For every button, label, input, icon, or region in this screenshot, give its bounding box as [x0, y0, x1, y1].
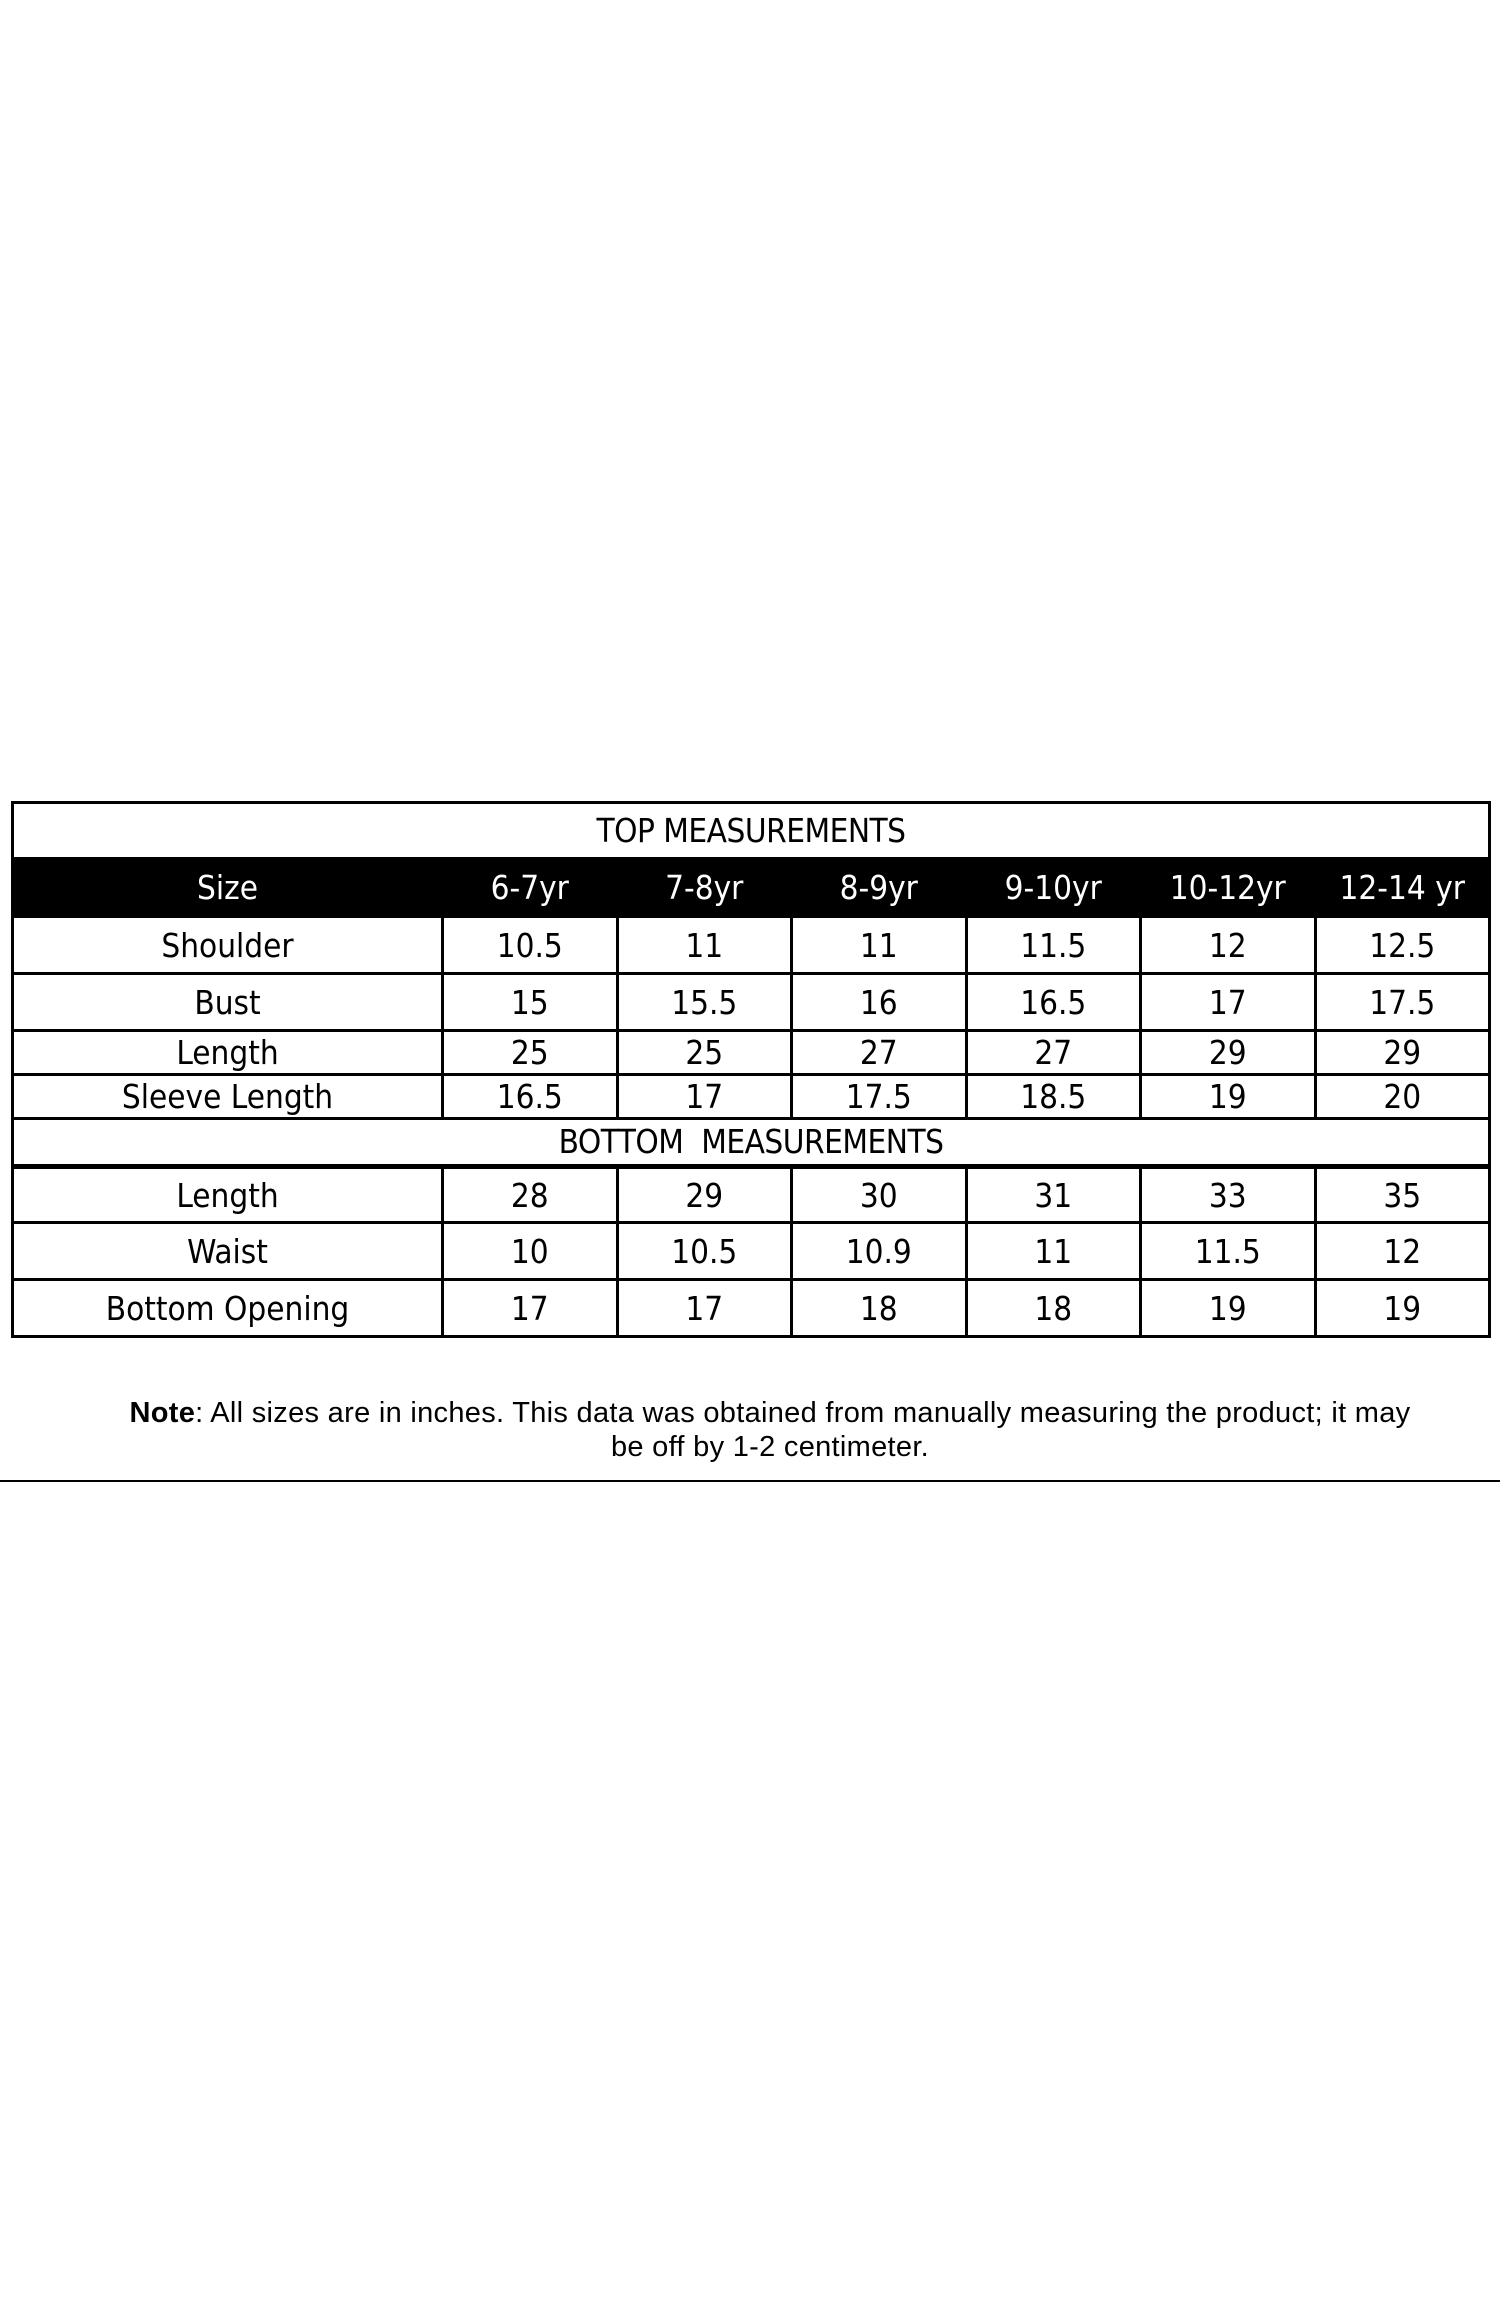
size-header-row	[13, 859, 1490, 917]
table-row-bottom-length	[13, 1167, 1490, 1223]
row-label: Length	[13, 1031, 443, 1075]
header-7-8yr: 7-8yr	[617, 859, 792, 917]
size-chart-table	[11, 801, 1491, 1338]
cell-value: 33	[1141, 1167, 1316, 1223]
row-label: Shoulder	[13, 917, 443, 974]
cell-value: 20	[1315, 1075, 1490, 1119]
cell-value: 19	[1315, 1280, 1490, 1337]
cell-value: 25	[617, 1031, 792, 1075]
cell-value: 11.5	[966, 917, 1141, 974]
table-row-sleeve-length	[13, 1075, 1490, 1119]
cell-value: 18.5	[966, 1075, 1141, 1119]
row-label: Length	[13, 1167, 443, 1223]
row-label: Bust	[13, 974, 443, 1031]
cell-value: 27	[792, 1031, 967, 1075]
measurement-note	[120, 1396, 1420, 1464]
bottom-measurements-title: BOTTOM MEASUREMENTS	[13, 1119, 1490, 1167]
cell-value: 17	[617, 1075, 792, 1119]
top-measurements-title: TOP MEASUREMENTS	[13, 803, 1490, 859]
cell-value: 16.5	[443, 1075, 618, 1119]
bottom-measurements-title-row	[13, 1119, 1490, 1167]
cell-value: 10	[443, 1223, 618, 1280]
cell-value: 12	[1141, 917, 1316, 974]
cell-value: 17	[1141, 974, 1316, 1031]
header-10-12yr: 10-12yr	[1141, 859, 1316, 917]
cell-value: 35	[1315, 1167, 1490, 1223]
cell-value: 16	[792, 974, 967, 1031]
cell-value: 12	[1315, 1223, 1490, 1280]
cell-value: 11	[792, 917, 967, 974]
table-row-shoulder	[13, 917, 1490, 974]
row-label: Bottom Opening	[13, 1280, 443, 1337]
header-12-14yr: 12-14 yr	[1315, 859, 1490, 917]
cell-value: 30	[792, 1167, 967, 1223]
table-row-bust	[13, 974, 1490, 1031]
table-row-waist	[13, 1223, 1490, 1280]
cell-value: 12.5	[1315, 917, 1490, 974]
cell-value: 25	[443, 1031, 618, 1075]
cell-value: 19	[1141, 1075, 1316, 1119]
cell-value: 10.9	[792, 1223, 967, 1280]
cell-value: 18	[792, 1280, 967, 1337]
header-size: Size	[13, 859, 443, 917]
cell-value: 17.5	[1315, 974, 1490, 1031]
header-8-9yr: 8-9yr	[792, 859, 967, 917]
cell-value: 17.5	[792, 1075, 967, 1119]
table-row-length	[13, 1031, 1490, 1075]
cell-value: 11.5	[1141, 1223, 1316, 1280]
cell-value: 27	[966, 1031, 1141, 1075]
row-label: Sleeve Length	[13, 1075, 443, 1119]
cell-value: 28	[443, 1167, 618, 1223]
top-measurements-title-row	[13, 803, 1490, 859]
cell-value: 17	[443, 1280, 618, 1337]
header-9-10yr: 9-10yr	[966, 859, 1141, 917]
cell-value: 16.5	[966, 974, 1141, 1031]
divider-line	[0, 1480, 1500, 1482]
cell-value: 11	[617, 917, 792, 974]
cell-value: 29	[1315, 1031, 1490, 1075]
cell-value: 10.5	[443, 917, 618, 974]
cell-value: 18	[966, 1280, 1141, 1337]
note-label: Note	[129, 1397, 196, 1429]
cell-value: 29	[1141, 1031, 1316, 1075]
note-text: : All sizes are in inches. This data was obtained from manually measuring the product; it may be off by 1-2 centimeter.	[195, 1397, 1411, 1463]
cell-value: 31	[966, 1167, 1141, 1223]
table-row-bottom-opening	[13, 1280, 1490, 1337]
row-label: Waist	[13, 1223, 443, 1280]
header-6-7yr: 6-7yr	[443, 859, 618, 917]
cell-value: 15.5	[617, 974, 792, 1031]
cell-value: 11	[966, 1223, 1141, 1280]
cell-value: 10.5	[617, 1223, 792, 1280]
cell-value: 15	[443, 974, 618, 1031]
cell-value: 19	[1141, 1280, 1316, 1337]
cell-value: 29	[617, 1167, 792, 1223]
cell-value: 17	[617, 1280, 792, 1337]
